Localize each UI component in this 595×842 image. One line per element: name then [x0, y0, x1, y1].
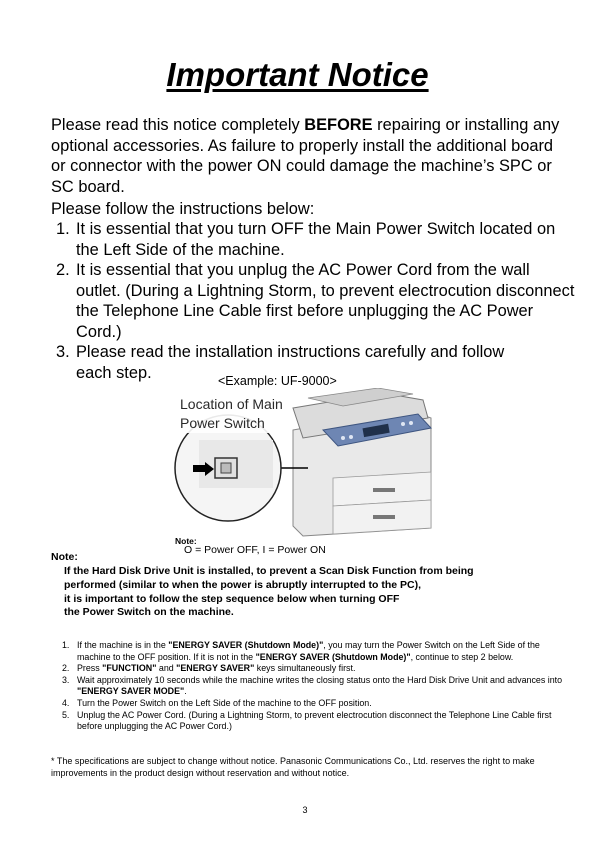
step-number: 1.: [62, 640, 70, 650]
step-text: keys simultaneously first.: [254, 663, 356, 674]
callout-line-1: Location of Main: [180, 396, 283, 412]
note-line: it is important to follow the step sequence below when turning OFF: [64, 592, 400, 605]
step-text: and: [156, 663, 177, 674]
step-number: 2.: [56, 261, 70, 279]
step-text: Press: [77, 663, 103, 674]
shutdown-step-3: [62, 675, 567, 698]
step-key: "ENERGY SAVER (Shutdown Mode)": [255, 651, 411, 662]
note-line: the Power Switch on the machine.: [64, 606, 234, 619]
shutdown-step-5: [62, 710, 567, 733]
shutdown-step-4: [62, 698, 567, 710]
footnote: * The specifications are subject to change without notice. Panasonic Communications Co., Ltd. reserves the right to make improvements in the product design without reservation and without notice.: [51, 756, 535, 778]
step-2: [56, 260, 576, 342]
step-number: 2.: [62, 663, 70, 674]
step-number: 4.: [62, 697, 70, 708]
instructions-lead: Please follow the instructions below:: [51, 200, 315, 218]
callout-line-2: Power Switch: [180, 415, 265, 431]
step-key: "ENERGY SAVER": [176, 663, 255, 674]
step-text: , continue to step 2 below.: [410, 651, 514, 662]
note-line: If the Hard Disk Drive Unit is installed, to prevent a Scan Disk Function from being: [64, 565, 474, 577]
step-number: 1.: [56, 220, 70, 238]
step-text: If the machine is in the: [77, 640, 169, 650]
intro-text-2: repairing or installing any optional accessories. As failure to properly install the additional board or connector with the power ON could damage the machine’s SPC or SC board.: [51, 116, 560, 196]
step-text: Unplug the AC Power Cord. (During a Lightning Storm, to prevent electrocution disconnect the Telephone Line Cable first before unplugging the AC Power Cord.): [77, 709, 552, 732]
step-text: .: [184, 686, 187, 697]
shutdown-steps: [62, 640, 567, 733]
figure-callout: [178, 395, 285, 433]
step-text: It is essential that you unplug the AC Power Cord from the wall outlet. (During a Lightning Storm, to prevent electrocution disconnect the Telephone Line Cable first before unplugging the AC Power Cord.): [76, 261, 575, 341]
step-key: "ENERGY SAVER MODE": [77, 686, 185, 697]
note-line: performed (similar to when the power is abruptly interrupted to the PC),: [64, 578, 422, 591]
step-number: 3.: [62, 674, 70, 685]
step-key: "FUNCTION": [102, 663, 157, 674]
step-text: , you may turn the Power Switch on the Left Side of the machine to the OFF position. If it is not in the: [77, 640, 540, 662]
step-1: [56, 219, 576, 260]
step-number: 5.: [62, 709, 70, 720]
figure-note-text: O = Power OFF, I = Power ON: [184, 544, 326, 556]
step-text: It is essential that you turn OFF the Main Power Switch located on the Left Side of the machine.: [76, 220, 556, 259]
example-label: <Example: UF-9000>: [218, 374, 337, 388]
shutdown-step-2: [62, 663, 567, 675]
step-text: Turn the Power Switch on the Left Side of the machine to the OFF position.: [77, 697, 372, 708]
step-key: "ENERGY SAVER (Shutdown Mode)": [168, 640, 324, 650]
page-number: 3: [302, 805, 308, 815]
step-text: Wait approximately 10 seconds while the machine writes the closing status onto the Hard Disk Drive Unit and advances into: [77, 674, 563, 685]
step-text: Please read the installation instructions carefully and follow each step.: [76, 343, 505, 382]
step-number: 3.: [56, 343, 70, 361]
intro-paragraph: [51, 115, 571, 197]
shutdown-step-1: [62, 640, 567, 663]
intro-text-1: Please read this notice completely: [51, 116, 305, 134]
note-heading: Note:: [51, 551, 78, 563]
page-title: Important Notice: [166, 56, 429, 93]
figure-note-heading: Note:: [175, 536, 197, 546]
note-body: [64, 565, 564, 620]
intro-bold: BEFORE: [304, 116, 373, 134]
